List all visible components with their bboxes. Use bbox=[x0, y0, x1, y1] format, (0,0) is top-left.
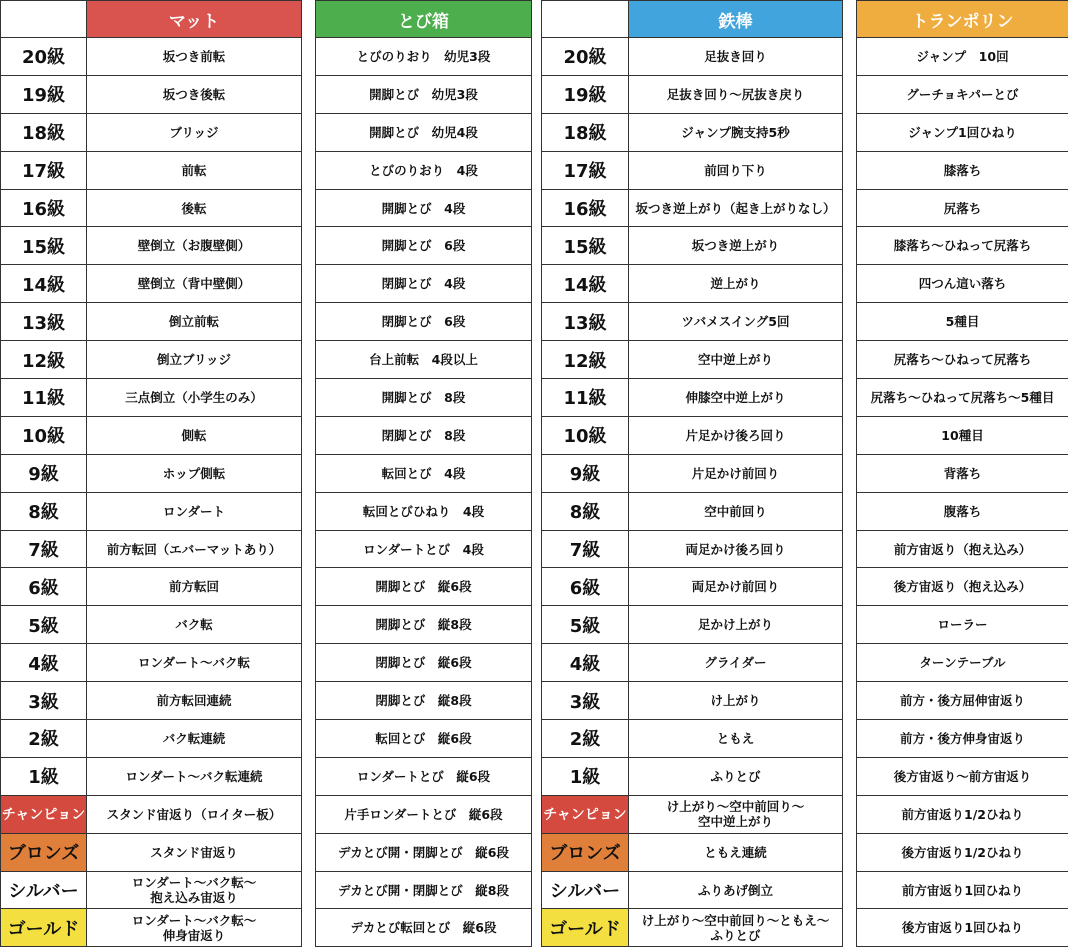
bar-item: 両足かけ前回り bbox=[629, 568, 843, 606]
vault-item: 転回とび 4段 bbox=[316, 454, 532, 492]
bar-item: 足かけ上がり bbox=[629, 606, 843, 644]
trampoline-item: 後方宙返り1回ひねり bbox=[857, 909, 1068, 947]
table-row bbox=[1, 303, 532, 341]
level-label: 7級 bbox=[1, 530, 87, 568]
table-row bbox=[542, 833, 1068, 871]
bar-item: ともえ bbox=[629, 720, 843, 758]
table-row bbox=[1, 379, 532, 417]
table-row bbox=[542, 909, 1068, 947]
mat-item: 前方転回連続 bbox=[87, 682, 302, 720]
trampoline-item: 5種目 bbox=[857, 303, 1068, 341]
gap bbox=[843, 795, 857, 833]
level-label: 19級 bbox=[1, 75, 87, 113]
bar-item: 片足かけ前回り bbox=[629, 454, 843, 492]
trampoline-item: ターンテーブル bbox=[857, 644, 1068, 682]
bar-item: 空中前回り bbox=[629, 492, 843, 530]
level-label: 2級 bbox=[1, 720, 87, 758]
table-row bbox=[542, 75, 1068, 113]
level-label: 11級 bbox=[542, 379, 629, 417]
level-label: 9級 bbox=[1, 454, 87, 492]
gap bbox=[843, 379, 857, 417]
rank-label: チャンピョン bbox=[1, 795, 87, 833]
vault-item: とびのりおり 幼児3段 bbox=[316, 38, 532, 76]
mat-item: 壁倒立（背中壁側） bbox=[87, 265, 302, 303]
gap bbox=[843, 265, 857, 303]
vault-item: 閉脚とび 6段 bbox=[316, 303, 532, 341]
table-row bbox=[542, 492, 1068, 530]
mat-item: 後転 bbox=[87, 189, 302, 227]
table-row bbox=[542, 227, 1068, 265]
gap bbox=[302, 379, 316, 417]
trampoline-item: 尻落ち～ひねって尻落ち～5種目 bbox=[857, 379, 1068, 417]
mat-item: 前方転回（エバーマットあり） bbox=[87, 530, 302, 568]
vault-item: 開脚とび 幼児3段 bbox=[316, 75, 532, 113]
level-label: 20級 bbox=[1, 38, 87, 76]
table-row bbox=[542, 720, 1068, 758]
table-row bbox=[542, 454, 1068, 492]
vault-item: 閉脚とび 縦8段 bbox=[316, 682, 532, 720]
trampoline-item: 後方宙返り～前方宙返り bbox=[857, 757, 1068, 795]
bar-item: グライダー bbox=[629, 644, 843, 682]
mat-item: ロンダート～バク転 bbox=[87, 644, 302, 682]
mat-item: 坂つき後転 bbox=[87, 75, 302, 113]
level-label: 5級 bbox=[1, 606, 87, 644]
mat-item: 側転 bbox=[87, 416, 302, 454]
table-row bbox=[542, 644, 1068, 682]
table-row bbox=[542, 871, 1068, 909]
bar-item: ともえ連続 bbox=[629, 833, 843, 871]
gap bbox=[302, 75, 316, 113]
table-row bbox=[1, 341, 532, 379]
level-label: 1級 bbox=[542, 757, 629, 795]
table-row bbox=[1, 38, 532, 76]
bar-item: 足抜き回り bbox=[629, 38, 843, 76]
table-row bbox=[1, 682, 532, 720]
trampoline-item: 尻落ち～ひねって尻落ち bbox=[857, 341, 1068, 379]
vault-item: 閉脚とび 縦6段 bbox=[316, 644, 532, 682]
vault-item: 閉脚とび 8段 bbox=[316, 416, 532, 454]
table-row bbox=[1, 909, 532, 947]
gap bbox=[843, 530, 857, 568]
vault-item: ロンダートとび 4段 bbox=[316, 530, 532, 568]
gap bbox=[302, 151, 316, 189]
vault-item: デカとび開・閉脚とび 縦8段 bbox=[316, 871, 532, 909]
vault-item: 開脚とび 4段 bbox=[316, 189, 532, 227]
mat-item: バク転 bbox=[87, 606, 302, 644]
gap bbox=[302, 871, 316, 909]
gap bbox=[302, 644, 316, 682]
rank-label: ゴールド bbox=[542, 909, 629, 947]
mat-item: バク転連続 bbox=[87, 720, 302, 758]
level-label: 12級 bbox=[1, 341, 87, 379]
table-row bbox=[1, 757, 532, 795]
vault-item: 閉脚とび 4段 bbox=[316, 265, 532, 303]
trampoline-item: 四つん這い落ち bbox=[857, 265, 1068, 303]
level-label: 17級 bbox=[1, 151, 87, 189]
level-label: 3級 bbox=[542, 682, 629, 720]
level-label: 3級 bbox=[1, 682, 87, 720]
header-row bbox=[1, 1, 532, 38]
trampoline-item: 前方宙返り（抱え込み） bbox=[857, 530, 1068, 568]
vault-item: 開脚とび 縦8段 bbox=[316, 606, 532, 644]
table-row bbox=[1, 265, 532, 303]
gap bbox=[843, 38, 857, 76]
gap bbox=[302, 303, 316, 341]
bar-item: 空中逆上がり bbox=[629, 341, 843, 379]
table-row bbox=[542, 303, 1068, 341]
level-label: 11級 bbox=[1, 379, 87, 417]
bar-item: 前回り下り bbox=[629, 151, 843, 189]
header-bar: 鉄棒 bbox=[629, 1, 843, 38]
trampoline-item: 後方宙返り（抱え込み） bbox=[857, 568, 1068, 606]
vault-item: 開脚とび 8段 bbox=[316, 379, 532, 417]
table-row bbox=[542, 379, 1068, 417]
gap bbox=[302, 265, 316, 303]
gap bbox=[302, 606, 316, 644]
table-row bbox=[1, 644, 532, 682]
gap bbox=[843, 720, 857, 758]
trampoline-item: 膝落ち～ひねって尻落ち bbox=[857, 227, 1068, 265]
level-label: 15級 bbox=[542, 227, 629, 265]
table-row bbox=[1, 75, 532, 113]
rank-label: ゴールド bbox=[1, 909, 87, 947]
table-row bbox=[542, 189, 1068, 227]
trampoline-item: ジャンプ 10回 bbox=[857, 38, 1068, 76]
gap bbox=[843, 189, 857, 227]
gap bbox=[302, 530, 316, 568]
gap bbox=[843, 833, 857, 871]
table-row bbox=[542, 795, 1068, 833]
table-row bbox=[1, 227, 532, 265]
level-label: 7級 bbox=[542, 530, 629, 568]
rank-label: シルバー bbox=[1, 871, 87, 909]
level-label: 1級 bbox=[1, 757, 87, 795]
header-vault: とび箱 bbox=[316, 1, 532, 38]
bar-item: け上がり～空中前回り～ともえ～ ふりとび bbox=[629, 909, 843, 947]
trampoline-item: 前方・後方屈伸宙返り bbox=[857, 682, 1068, 720]
trampoline-item: ローラー bbox=[857, 606, 1068, 644]
mat-item: スタンド宙返り bbox=[87, 833, 302, 871]
level-label: 16級 bbox=[1, 189, 87, 227]
bar-item: 坂つき逆上がり（起き上がりなし） bbox=[629, 189, 843, 227]
bar-item: ツバメスイング5回 bbox=[629, 303, 843, 341]
gap bbox=[302, 341, 316, 379]
table-row bbox=[542, 606, 1068, 644]
gap bbox=[302, 227, 316, 265]
level-label: 9級 bbox=[542, 454, 629, 492]
trampoline-item: 膝落ち bbox=[857, 151, 1068, 189]
gap bbox=[843, 227, 857, 265]
mat-item: ブリッジ bbox=[87, 113, 302, 151]
level-label: 5級 bbox=[542, 606, 629, 644]
mat-item: ロンダート bbox=[87, 492, 302, 530]
trampoline-item: 尻落ち bbox=[857, 189, 1068, 227]
gap bbox=[302, 113, 316, 151]
bar-item: 片足かけ後ろ回り bbox=[629, 416, 843, 454]
table-row bbox=[1, 189, 532, 227]
bar-item: 逆上がり bbox=[629, 265, 843, 303]
rank-label: シルバー bbox=[542, 871, 629, 909]
level-label: 6級 bbox=[1, 568, 87, 606]
trampoline-item: 10種目 bbox=[857, 416, 1068, 454]
gap bbox=[843, 341, 857, 379]
mat-item: ホップ側転 bbox=[87, 454, 302, 492]
level-label: 10級 bbox=[1, 416, 87, 454]
gap bbox=[302, 833, 316, 871]
mat-vault-table bbox=[0, 0, 532, 947]
vault-item: 転回とび 縦6段 bbox=[316, 720, 532, 758]
trampoline-item: 腹落ち bbox=[857, 492, 1068, 530]
level-label: 18級 bbox=[1, 113, 87, 151]
gap bbox=[302, 492, 316, 530]
table-row bbox=[542, 341, 1068, 379]
level-label: 14級 bbox=[1, 265, 87, 303]
gap bbox=[302, 720, 316, 758]
table-row bbox=[1, 151, 532, 189]
vault-item: 開脚とび 6段 bbox=[316, 227, 532, 265]
table-row bbox=[1, 720, 532, 758]
table-row bbox=[542, 113, 1068, 151]
bar-item: け上がり bbox=[629, 682, 843, 720]
mat-item: ロンダート～バク転連続 bbox=[87, 757, 302, 795]
trampoline-item: 背落ち bbox=[857, 454, 1068, 492]
bar-item: 伸膝空中逆上がり bbox=[629, 379, 843, 417]
gap bbox=[302, 38, 316, 76]
gap bbox=[843, 75, 857, 113]
level-label: 13級 bbox=[1, 303, 87, 341]
gap bbox=[302, 454, 316, 492]
table-row bbox=[542, 416, 1068, 454]
header-blank-cell bbox=[542, 1, 629, 38]
bar-item: ふりあげ倒立 bbox=[629, 871, 843, 909]
mat-item: 倒立ブリッジ bbox=[87, 341, 302, 379]
level-label: 8級 bbox=[1, 492, 87, 530]
trampoline-item: 後方宙返り1/2ひねり bbox=[857, 833, 1068, 871]
gap bbox=[302, 189, 316, 227]
gap bbox=[843, 871, 857, 909]
table-row bbox=[1, 871, 532, 909]
level-label: 20級 bbox=[542, 38, 629, 76]
vault-item: ロンダートとび 縦6段 bbox=[316, 757, 532, 795]
gap bbox=[843, 682, 857, 720]
table-row bbox=[542, 682, 1068, 720]
level-label: 19級 bbox=[542, 75, 629, 113]
gap bbox=[843, 492, 857, 530]
gap bbox=[302, 416, 316, 454]
trampoline-item: 前方宙返り1/2ひねり bbox=[857, 795, 1068, 833]
vault-item: 転回とびひねり 4段 bbox=[316, 492, 532, 530]
level-label: 4級 bbox=[1, 644, 87, 682]
gap bbox=[843, 151, 857, 189]
header-blank-cell bbox=[1, 1, 87, 38]
bar-item: け上がり～空中前回り～ 空中逆上がり bbox=[629, 795, 843, 833]
vault-item: 開脚とび 縦6段 bbox=[316, 568, 532, 606]
table-row bbox=[542, 568, 1068, 606]
level-label: 8級 bbox=[542, 492, 629, 530]
gap bbox=[843, 113, 857, 151]
gap bbox=[843, 1, 857, 38]
trampoline-item: 前方・後方伸身宙返り bbox=[857, 720, 1068, 758]
mat-item: 前方転回 bbox=[87, 568, 302, 606]
gap bbox=[302, 757, 316, 795]
header-mat: マット bbox=[87, 1, 302, 38]
gap bbox=[302, 568, 316, 606]
level-label: 18級 bbox=[542, 113, 629, 151]
level-label: 12級 bbox=[542, 341, 629, 379]
rank-label: チャンピョン bbox=[542, 795, 629, 833]
gap bbox=[843, 644, 857, 682]
mat-item: スタンド宙返り（ロイター板） bbox=[87, 795, 302, 833]
level-label: 6級 bbox=[542, 568, 629, 606]
level-label: 14級 bbox=[542, 265, 629, 303]
gap bbox=[302, 682, 316, 720]
gap bbox=[843, 303, 857, 341]
gap bbox=[843, 757, 857, 795]
trampoline-item: ジャンプ1回ひねり bbox=[857, 113, 1068, 151]
table-row bbox=[1, 833, 532, 871]
table-row bbox=[542, 265, 1068, 303]
mat-item: ロンダート～バク転～ 抱え込み宙返り bbox=[87, 871, 302, 909]
level-label: 16級 bbox=[542, 189, 629, 227]
level-label: 10級 bbox=[542, 416, 629, 454]
vault-item: 開脚とび 幼児4段 bbox=[316, 113, 532, 151]
gap bbox=[843, 606, 857, 644]
header-trampoline: トランポリン bbox=[857, 1, 1068, 38]
mat-item: ロンダート～バク転～ 伸身宙返り bbox=[87, 909, 302, 947]
table-row bbox=[1, 416, 532, 454]
level-label: 17級 bbox=[542, 151, 629, 189]
bar-item: ジャンプ腕支持5秒 bbox=[629, 113, 843, 151]
header-row bbox=[542, 1, 1068, 38]
gap bbox=[843, 416, 857, 454]
table-row bbox=[542, 757, 1068, 795]
bar-item: ふりとび bbox=[629, 757, 843, 795]
mat-item: 前転 bbox=[87, 151, 302, 189]
gap bbox=[843, 568, 857, 606]
gap bbox=[302, 1, 316, 38]
bar-item: 坂つき逆上がり bbox=[629, 227, 843, 265]
table-row bbox=[1, 568, 532, 606]
table-row bbox=[1, 530, 532, 568]
gap bbox=[843, 909, 857, 947]
gap bbox=[843, 454, 857, 492]
vault-item: デカとび開・閉脚とび 縦6段 bbox=[316, 833, 532, 871]
mat-item: 倒立前転 bbox=[87, 303, 302, 341]
level-label: 15級 bbox=[1, 227, 87, 265]
mat-item: 三点倒立（小学生のみ） bbox=[87, 379, 302, 417]
mat-item: 坂つき前転 bbox=[87, 38, 302, 76]
vault-item: 片手ロンダートとび 縦6段 bbox=[316, 795, 532, 833]
bar-item: 足抜き回り～尻抜き戻り bbox=[629, 75, 843, 113]
vault-item: とびのりおり 4段 bbox=[316, 151, 532, 189]
table-row bbox=[1, 795, 532, 833]
vault-item: 台上前転 4段以上 bbox=[316, 341, 532, 379]
mat-item: 壁倒立（お腹壁側） bbox=[87, 227, 302, 265]
table-row bbox=[542, 530, 1068, 568]
table-row bbox=[1, 454, 532, 492]
level-label: 4級 bbox=[542, 644, 629, 682]
trampoline-item: 前方宙返り1回ひねり bbox=[857, 871, 1068, 909]
gap bbox=[302, 795, 316, 833]
gap bbox=[302, 909, 316, 947]
table-row bbox=[1, 492, 532, 530]
table-row bbox=[542, 151, 1068, 189]
table-row bbox=[542, 38, 1068, 76]
bar-item: 両足かけ後ろ回り bbox=[629, 530, 843, 568]
rank-label: ブロンズ bbox=[1, 833, 87, 871]
bar-trampoline-table bbox=[541, 0, 1068, 947]
level-label: 2級 bbox=[542, 720, 629, 758]
vault-item: デカとび転回とび 縦6段 bbox=[316, 909, 532, 947]
trampoline-item: グーチョキパーとび bbox=[857, 75, 1068, 113]
table-row bbox=[1, 113, 532, 151]
level-label: 13級 bbox=[542, 303, 629, 341]
rank-label: ブロンズ bbox=[542, 833, 629, 871]
table-row bbox=[1, 606, 532, 644]
